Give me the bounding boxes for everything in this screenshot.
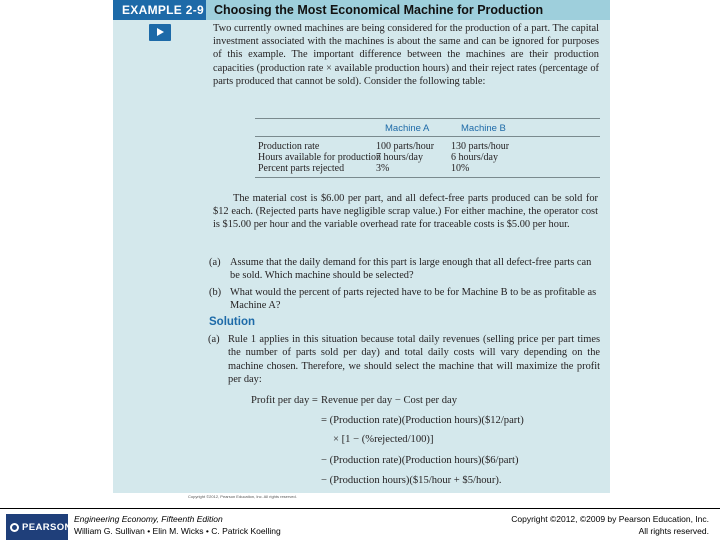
equation-line: Revenue per day − Cost per day <box>321 395 458 406</box>
play-icon <box>157 28 164 36</box>
question-a <box>209 256 597 282</box>
copyright-line-1: Copyright ©2012, ©2009 by Pearson Education, Inc. <box>511 514 709 524</box>
equation-lhs: Profit per day = <box>251 395 318 406</box>
equation-line: − (Production rate)(Production hours)($6/part) <box>321 455 519 466</box>
example-label: EXAMPLE 2-9 <box>113 0 206 20</box>
equation-line: × [1 − (%rejected/100)] <box>333 434 434 445</box>
cell-machine-a: 100 parts/hour <box>376 141 435 152</box>
solution-answer-a <box>208 333 600 386</box>
book-authors: William G. Sullivan • Elin M. Wicks • C. Patrick Koelling <box>74 525 281 536</box>
answer-text: Rule 1 applies in this situation because total daily revenues (selling price per part times the number of parts sold per day) and total daily costs will vary depending on the machine chosen. Therefore, we should select the machine that will maximize the profit per day: <box>228 334 600 385</box>
question-text: Assume that the daily demand for this part is large enough that all defect-free parts can be sold. Which machine should be selected? <box>230 257 592 281</box>
slide-footer <box>0 508 720 540</box>
example-header <box>113 0 610 20</box>
page-sidebar <box>113 0 206 493</box>
copyright-line-2: All rights reserved. <box>638 525 709 536</box>
play-button[interactable] <box>149 24 171 41</box>
row-label: Hours available for production <box>258 152 382 163</box>
textbook-page <box>113 0 610 493</box>
table-body <box>255 141 600 177</box>
table-row <box>255 152 600 163</box>
header-machine-b: Machine B <box>461 123 506 134</box>
cell-machine-b: 130 parts/hour <box>451 141 510 152</box>
table-header-rule <box>255 136 600 137</box>
question-b <box>209 286 597 312</box>
cell-machine-b: 6 hours/day <box>451 152 498 163</box>
equation-line: = (Production rate)(Production hours)($12/part) <box>321 415 524 426</box>
row-label: Production rate <box>258 141 320 152</box>
header-machine-a: Machine A <box>385 123 430 134</box>
pearson-logo <box>6 514 72 540</box>
page-copyright: Copyright ©2012, Pearson Education, Inc. All rights reserved. <box>188 494 297 499</box>
book-title: Engineering Economy, Fifteenth Edition <box>74 514 223 524</box>
equation-line: − (Production hours)($15/hour + $5/hour). <box>321 475 502 486</box>
answer-label: (a) <box>208 334 220 345</box>
table-row <box>255 163 600 174</box>
cost-paragraph: The material cost is $6.00 per part, and all defect-free parts produced can be sold for $12 each. (Rejected parts have negligible scrap value.) For either machine, the operator cost is $15.00 per hour and the variable overhead rate for traceable costs is $5.00 per hour. <box>213 193 598 231</box>
solution-heading: Solution <box>209 316 255 328</box>
intro-paragraph: Two currently owned machines are being considered for the production of a part. The capital investment associated with the machines is about the same and can be ignored for purposes of this example. The important difference between the machines are their production capacities (production rate × available production hours) and their reject rates (percentage of parts produced that cannot be sold). Consider the following table: <box>213 23 599 87</box>
row-label: Percent parts rejected <box>258 163 345 174</box>
question-label: (b) <box>209 287 222 298</box>
question-text: What would the percent of parts rejected have to be for Machine B to be as profitable as Machine A? <box>230 287 597 311</box>
pearson-logo-text: PEARSON <box>22 522 72 533</box>
question-label: (a) <box>209 257 221 268</box>
cell-machine-a: 3% <box>376 163 390 174</box>
footer-copyright <box>511 514 709 537</box>
table-bottom-rule <box>255 177 600 178</box>
table-header-row <box>255 119 600 136</box>
example-title: Choosing the Most Economical Machine for Production <box>206 0 610 20</box>
cell-machine-a: 7 hours/day <box>376 152 423 163</box>
footer-divider <box>0 508 720 509</box>
pearson-logo-icon <box>10 523 19 532</box>
footer-book-info <box>74 514 281 537</box>
machine-table <box>255 118 600 178</box>
table-row <box>255 141 600 152</box>
cell-machine-b: 10% <box>451 163 470 174</box>
